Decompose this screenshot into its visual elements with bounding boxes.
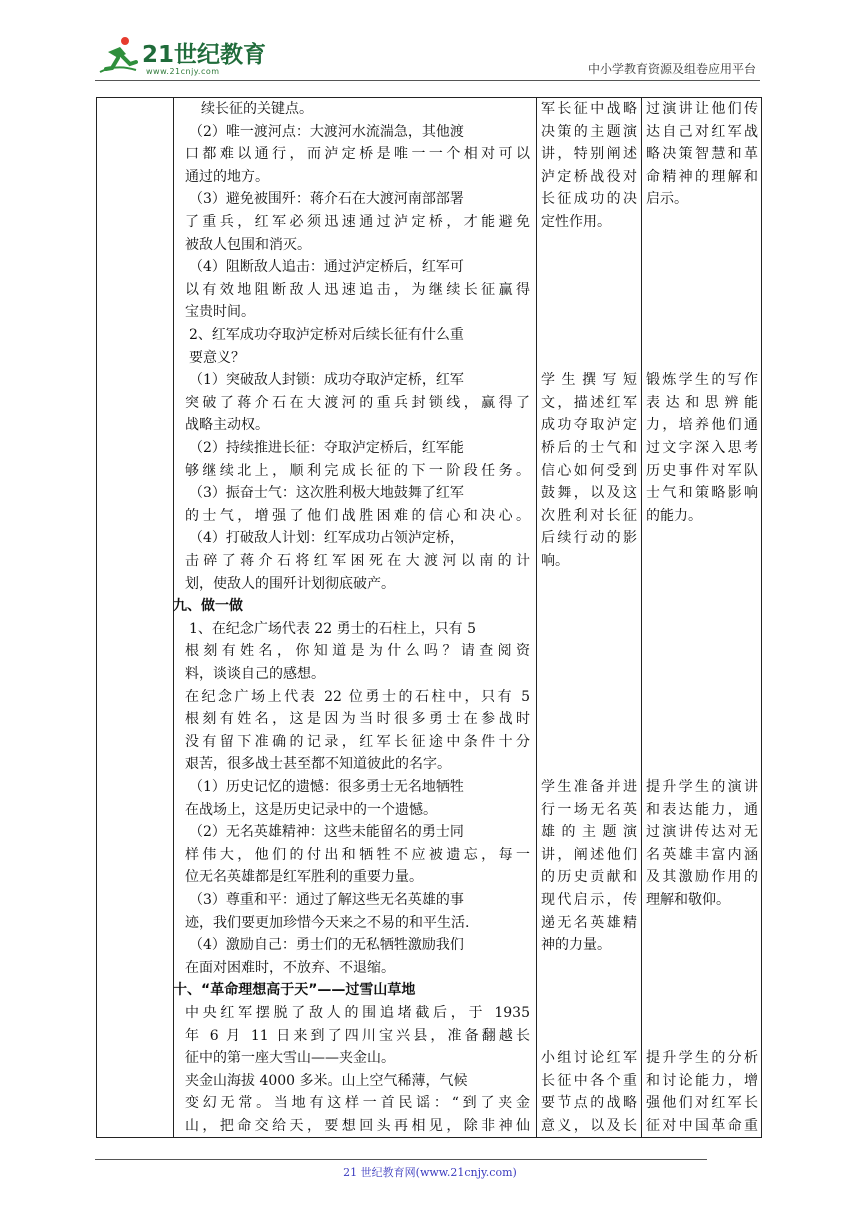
- footer-text: 21 世纪教育网(www.21cnjy.com): [343, 1166, 517, 1179]
- student-activity-line: 意义，以及长: [541, 1118, 637, 1134]
- content-line: 1、在纪念广场代表 22 勇士的石柱上，只有 5: [189, 620, 476, 637]
- design-intent-line: 过演讲让他们传: [646, 101, 758, 117]
- student-activity-line: 成功夺取泸定: [541, 417, 637, 434]
- content-line: 中央红军摆脱了敌人的围追堵截后，于 1935: [185, 1005, 530, 1021]
- design-intent-line: 过演讲传达对无: [646, 824, 758, 841]
- content-line: 征中的第一座大雪山——夹金山。: [185, 1050, 395, 1067]
- student-activity-line: 桥后的士气和: [541, 440, 637, 456]
- content-line: 根刻有姓名，你知道是为什么吗？请查阅资: [185, 643, 530, 660]
- student-activity-line: 泸定桥战役对: [541, 168, 637, 185]
- runner-logo-icon: [98, 34, 138, 74]
- student-activity-line: 讲，阐述他们: [541, 846, 637, 863]
- content-line: 迹，我们要更加珍惜今天来之不易的和平生活.: [185, 914, 470, 931]
- content-line: 在战场上，这是历史记录中的一个遗憾。: [185, 801, 437, 818]
- content-line: 宝贵时间。: [185, 304, 255, 321]
- content-line: 山，把命交给天，要想回头再相见，除非神仙: [185, 1118, 530, 1134]
- content-line: 战略主动权。: [185, 417, 269, 434]
- student-activity-line: 现代启示，传: [541, 892, 637, 908]
- content-line: 以有效地阻断敌人迅速追击，为继续长征赢得: [185, 281, 530, 298]
- content-line: （2）无名英雄精神：这些未能留名的勇士同: [189, 824, 464, 841]
- design-intent-line: 启示。: [646, 191, 688, 208]
- content-line: 2、红军成功夺取泸定桥对后续长征有什么重: [189, 327, 464, 343]
- student-activity-line: 次胜利对长征: [541, 507, 637, 524]
- design-intent-line: 理解和敬仰。: [646, 892, 730, 908]
- content-line: （1）历史记忆的遗憾：很多勇士无名地牺牲: [189, 779, 464, 795]
- content-line: 位无名英雄都是红军胜利的重要力量。: [185, 869, 423, 886]
- student-activity-line: 小组讨论红军: [541, 1050, 637, 1067]
- section-heading: 十、“革命理想高于天”——过雪山草地: [173, 982, 416, 999]
- student-activity-line: 行一场无名英: [541, 801, 637, 818]
- content-line: （3）尊重和平：通过了解这些无名英雄的事: [189, 892, 464, 908]
- platform-title: 中小学教育资源及组卷应用平台: [587, 62, 756, 76]
- content-line: 够继续北上，顺利完成长征的下一阶段任务。: [185, 462, 530, 479]
- design-intent-line: 士气和策略影响: [646, 485, 758, 502]
- student-activity-line: 信心如何受到: [541, 462, 637, 479]
- student-activity-line: 学生准备并进: [541, 779, 637, 795]
- student-activity-line: 鼓舞，以及这: [541, 485, 637, 502]
- content-line: 在面对困难时，不放弃、不退缩。: [185, 959, 395, 976]
- student-activity-line: 递无名英雄精: [541, 914, 637, 931]
- content-line: 料，谈谈自己的感想。: [185, 666, 325, 682]
- design-intent-line: 和表达能力，通: [646, 801, 758, 818]
- content-line: （4）打破敌人计划：红军成功占领泸定桥，: [189, 530, 464, 547]
- student-activity-line: 的历史贡献和: [541, 869, 637, 886]
- design-intent-line: 的能力。: [646, 507, 702, 524]
- student-activity-line: 军长征中战略: [541, 101, 637, 117]
- design-intent-line: 力，培养他们通: [646, 417, 758, 434]
- content-line: 口都难以通行，而泸定桥是唯一一个相对可以: [185, 146, 530, 163]
- content-line: （4）阻断敌人追击：通过泸定桥后，红军可: [189, 259, 464, 276]
- content-line: 突破了蒋介石在大渡河的重兵封锁线，赢得了: [185, 394, 530, 411]
- teaching-content-column: [173, 97, 536, 1138]
- content-line: 的士气，增强了他们战胜困难的信心和决心。: [185, 507, 530, 524]
- content-line: （1）突破敌人封锁：成功夺取泸定桥，红军: [189, 372, 464, 389]
- logo-url: www.21cnjy.com: [146, 67, 220, 76]
- content-line: 续长征的关键点。: [201, 101, 313, 117]
- content-line: 艰苦，很多战士甚至都不知道彼此的名字。: [185, 756, 451, 773]
- design-intent-line: 历史事件对军队: [646, 462, 758, 479]
- design-intent-line: 略决策智慧和革: [646, 146, 758, 163]
- content-line: 击碎了蒋介石将红军困死在大渡河以南的计: [185, 553, 530, 569]
- content-line: 在纪念广场上代表 22 位勇士的石柱中，只有 5: [185, 688, 530, 705]
- header-divider: [95, 80, 760, 81]
- content-line: 没有留下准确的记录，红军长征途中条件十分: [185, 733, 530, 750]
- design-intent-line: 提升学生的分析: [646, 1050, 758, 1067]
- content-line: 了重兵，红军必须迅速通过泸定桥，才能避免: [185, 214, 530, 230]
- footer-divider: [95, 1159, 707, 1160]
- design-intent-line: 锻炼学生的写作: [646, 372, 758, 389]
- design-intent-line: 提升学生的演讲: [646, 779, 758, 795]
- student-activity-column: [537, 97, 641, 1138]
- student-activity-line: 定性作用。: [541, 214, 611, 230]
- student-activity-line: 后续行动的影: [541, 530, 637, 547]
- design-intent-line: 及其激励作用的: [646, 869, 758, 886]
- section-heading: 九、做一做: [173, 598, 243, 615]
- student-activity-line: 雄的主题演: [541, 824, 637, 841]
- content-line: 要意义？: [189, 349, 245, 366]
- student-activity-line: 长征中各个重: [541, 1072, 637, 1089]
- design-intent-line: 征对中国革命重: [646, 1118, 758, 1134]
- design-intent-line: 表达和思辨能: [646, 394, 758, 411]
- content-line: 样伟大，他们的付出和牺牲不应被遗忘，每一: [185, 846, 530, 863]
- design-intent-line: 强他们对红军长: [646, 1095, 758, 1112]
- content-line: 变幻无常。当地有这样一首民谣：“到了夹金: [185, 1095, 530, 1112]
- content-line: （2）持续推进长征：夺取泸定桥后，红军能: [189, 440, 464, 456]
- content-line: （4）激励自己：勇士们的无私牺牲激励我们: [189, 937, 464, 954]
- content-line: 被敌人包围和消灭。: [185, 236, 311, 253]
- content-line: （3）振奋士气：这次胜利极大地鼓舞了红军: [189, 485, 464, 502]
- content-line: 夹金山海拔 4000 多米。山上空气稀薄，气候: [185, 1072, 468, 1089]
- student-activity-line: 文，描述红军: [541, 394, 637, 411]
- lesson-table: [96, 97, 762, 1138]
- design-intent-column: [642, 97, 762, 1138]
- student-activity-line: 长征成功的决: [541, 191, 637, 208]
- student-activity-line: 讲，特别阐述: [541, 146, 637, 163]
- design-intent-line: 达自己对红军战: [646, 123, 758, 140]
- content-line: （3）避免被围歼：蒋介石在大渡河南部部署: [189, 191, 464, 208]
- logo: [96, 30, 266, 80]
- student-activity-line: 学生撰写短: [541, 372, 637, 389]
- design-intent-line: 名英雄丰富内涵: [646, 846, 758, 863]
- student-activity-line: 响。: [541, 553, 569, 569]
- design-intent-line: 和讨论能力，增: [646, 1072, 758, 1089]
- content-line: （2）唯一渡河点：大渡河水流湍急，其他渡: [189, 123, 464, 140]
- design-intent-line: 过文字深入思考: [646, 440, 758, 456]
- student-activity-line: 决策的主题演: [541, 123, 637, 140]
- logo-text: 21世纪教育: [142, 42, 267, 68]
- content-line: 根刻有姓名，这是因为当时很多勇士在参战时: [185, 711, 530, 728]
- content-line: 通过的地方。: [185, 168, 269, 185]
- student-activity-line: 要节点的战略: [541, 1095, 637, 1112]
- content-line: 年 6 月 11 日来到了四川宝兴县，准备翻越长: [185, 1027, 530, 1044]
- design-intent-line: 命精神的理解和: [646, 168, 758, 185]
- student-activity-line: 神的力量。: [541, 937, 611, 954]
- content-line: 划，使敌人的围歼计划彻底破产。: [185, 575, 395, 592]
